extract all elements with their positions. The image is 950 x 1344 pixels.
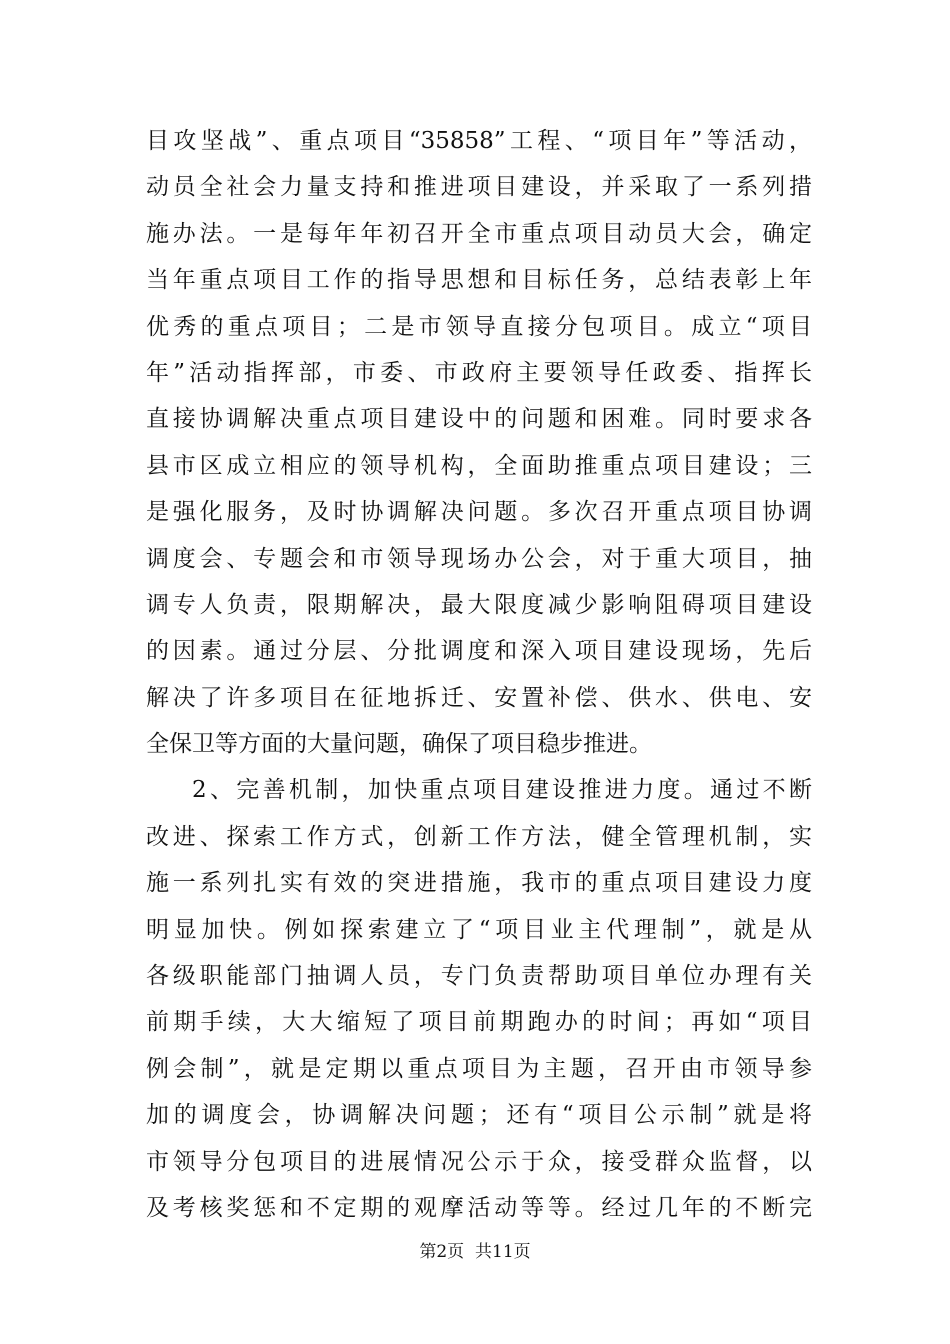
text-line: 前期手续，大大缩短了项目前期跑办的时间；再如“项目	[146, 1009, 812, 1036]
page-number: 第2页	[419, 1242, 465, 1262]
text-line: 市领导分包项目的进展情况公示于众，接受群众监督，以	[146, 1148, 812, 1175]
paragraph-first-line: 2、完善机制，加快重点项目建设推进力度。通过不断	[192, 777, 812, 804]
body-text	[146, 118, 812, 1231]
page-footer	[0, 1240, 950, 1264]
text-line: 年”活动指挥部，市委、市政府主要领导任政委、指挥长	[146, 359, 812, 386]
text-line: 改进、探索工作方式，创新工作方法，健全管理机制，实	[146, 823, 812, 850]
text-line: 施一系列扎实有效的突进措施，我市的重点项目建设力度	[146, 870, 812, 897]
page-total: 共11页	[475, 1242, 531, 1262]
text-line: 加的调度会，协调解决问题；还有“项目公示制”就是将	[146, 1102, 812, 1129]
text-line: 直接协调解决重点项目建设中的问题和困难。同时要求各	[146, 406, 812, 433]
text-line: 优秀的重点项目；二是市领导直接分包项目。成立“项目	[146, 313, 812, 340]
footer-gap	[464, 1242, 475, 1262]
text-line: 各级职能部门抽调人员，专门负责帮助项目单位办理有关	[146, 963, 812, 990]
text-line: 及考核奖惩和不定期的观摩活动等等。经过几年的不断完	[146, 1194, 812, 1221]
text-line: 动员全社会力量支持和推进项目建设，并采取了一系列措	[146, 174, 812, 201]
text-line: 例会制”，就是定期以重点项目为主题，召开由市领导参	[146, 1055, 812, 1082]
text-line: 是强化服务，及时协调解决问题。多次召开重点项目协调	[146, 499, 812, 526]
text-line: 解决了许多项目在征地拆迁、安置补偿、供水、供电、安	[146, 684, 812, 711]
text-line: 县市区成立相应的领导机构，全面助推重点项目建设；三	[146, 452, 812, 479]
text-line: 目攻坚战”、重点项目“35858”工程、“项目年”等活动，	[146, 128, 812, 154]
text-line: 施办法。一是每年年初召开全市重点项目动员大会，确定	[146, 220, 812, 247]
text-line: 调度会、专题会和市领导现场办公会，对于重大项目，抽	[146, 545, 812, 572]
text-line: 当年重点项目工作的指导思想和目标任务，总结表彰上年	[146, 267, 812, 294]
text-line: 调专人负责，限期解决，最大限度减少影响阻碍项目建设	[146, 591, 812, 618]
text-line: 的因素。通过分层、分批调度和深入项目建设现场，先后	[146, 638, 812, 665]
paragraph-last-line: 全保卫等方面的大量问题，确保了项目稳步推进。	[146, 731, 652, 758]
text-line: 明显加快。例如探索建立了“项目业主代理制”，就是从	[146, 916, 812, 943]
